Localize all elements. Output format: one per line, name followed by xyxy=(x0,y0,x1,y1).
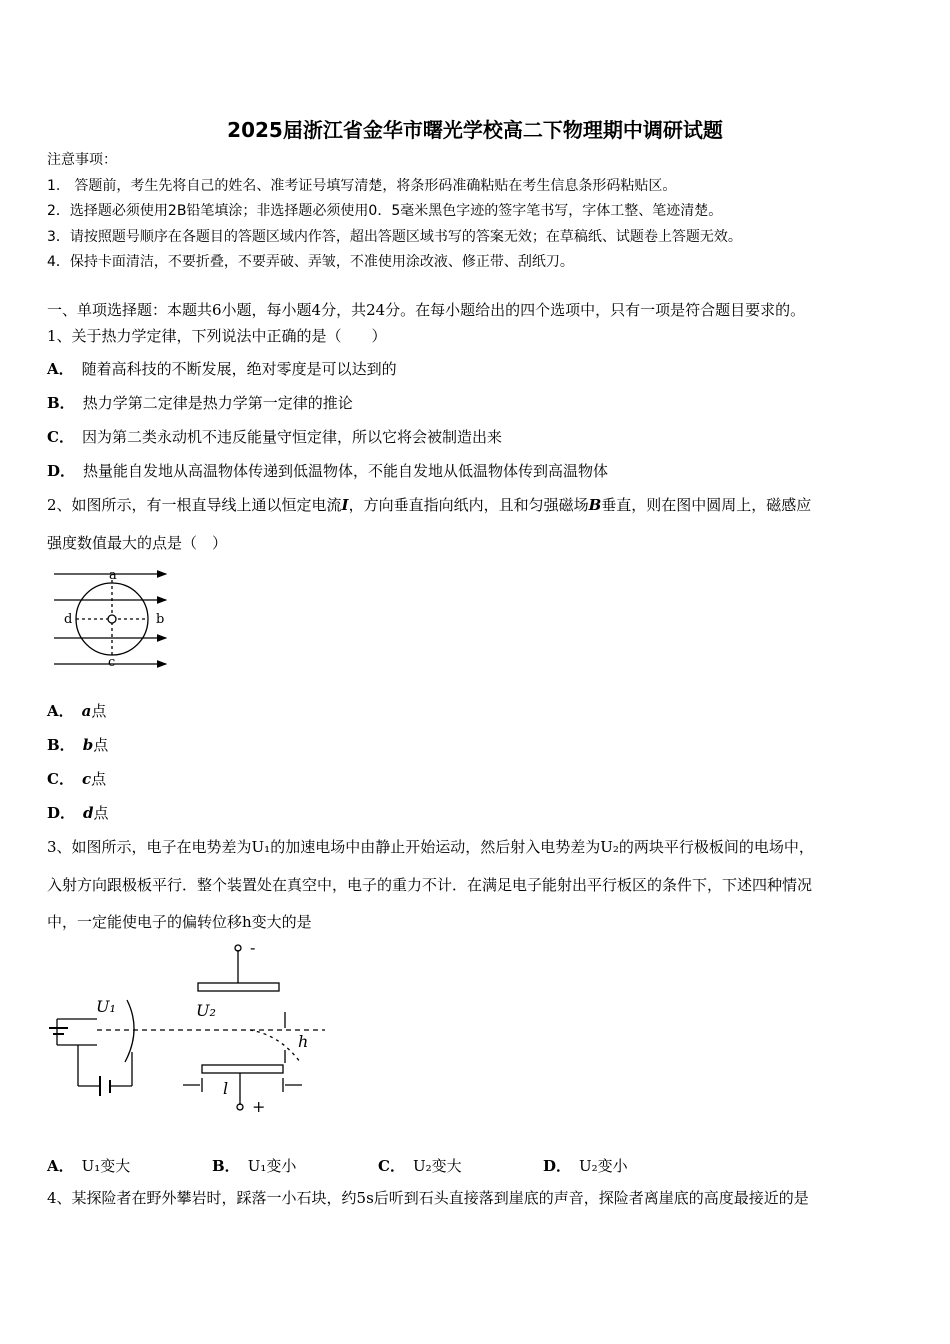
option-var: d xyxy=(83,804,94,822)
option-key: B． xyxy=(212,1157,240,1175)
q1-option-a xyxy=(47,359,397,379)
symbol-current: I xyxy=(341,496,349,514)
option-key: D． xyxy=(47,462,76,480)
option-var: a xyxy=(81,702,92,720)
label-c: c xyxy=(108,655,116,670)
label-u1: U₁ xyxy=(96,997,116,1016)
option-key: C． xyxy=(378,1157,405,1175)
question-3-stem: 中，一定能使电子的偏转位移h变大的是 xyxy=(47,913,312,931)
option-key: D． xyxy=(543,1157,572,1175)
option-text: 点 xyxy=(93,804,109,822)
label-b: b xyxy=(156,612,165,627)
q2-option-c xyxy=(47,769,106,789)
option-key: B． xyxy=(47,736,75,754)
option-text: U₁变小 xyxy=(247,1157,297,1175)
option-text: 随着高科技的不断发展，绝对零度是可以达到的 xyxy=(81,360,397,378)
q3-option-d xyxy=(543,1155,628,1176)
stem-text: 2、如图所示，有一根直导线上通以恒定电流 xyxy=(47,496,342,514)
note-item: 4．保持卡面清洁，不要折叠，不要弄破、弄皱，不准使用涂改液、修正带、刮纸刀。 xyxy=(47,254,574,270)
option-key: C． xyxy=(47,428,74,446)
label-h: h xyxy=(298,1032,309,1051)
stem-text: ，方向垂直指向纸内，且和匀强磁场 xyxy=(348,496,589,514)
label-a: a xyxy=(109,568,117,583)
magnetic-field-figure xyxy=(40,560,180,675)
option-key: C． xyxy=(47,770,74,788)
option-text: 点 xyxy=(91,770,107,788)
q3-option-c xyxy=(378,1155,462,1176)
q2-option-a xyxy=(47,701,106,721)
question-2-stem-cont: 强度数值最大的点是（ ） xyxy=(47,534,228,552)
option-text: U₁变大 xyxy=(81,1157,131,1175)
label-l: l xyxy=(223,1079,229,1098)
q3-option-b xyxy=(212,1155,296,1176)
option-text: 点 xyxy=(91,702,107,720)
label-u2: U₂ xyxy=(196,1001,216,1020)
question-3-stem: 入射方向跟极板平行．整个装置处在真空中，电子的重力不计．在满足电子能射出平行板区的条件下，下述四种情况 xyxy=(47,876,813,894)
label-minus: - xyxy=(250,940,256,957)
section-heading: 一、单项选择题：本题共6小题，每小题4分，共24分。在每小题给出的四个选项中，只有一项是符合题目要求的。 xyxy=(47,301,806,319)
note-item: 1. 答题前，考生先将自己的姓名、准考证号填写清楚，将条形码准确粘贴在考生信息条形码粘贴区。 xyxy=(47,178,677,194)
label-d: d xyxy=(64,612,73,627)
option-var: b xyxy=(82,736,94,754)
option-text: 热力学第二定律是热力学第一定律的推论 xyxy=(82,394,353,412)
option-text: 因为第二类永动机不违反能量守恒定律，所以它将会被制造出来 xyxy=(81,428,502,446)
question-3-stem: 3、如图所示，电子在电势差为U₁的加速电场中由静止开始运动，然后射入电势差为U₂的两块平行极板间的电场中， xyxy=(47,838,814,856)
page-title: 2025届浙江省金华市曙光学校高二下物理期中调研试题 xyxy=(227,118,723,142)
option-text: U₂变小 xyxy=(579,1157,628,1175)
q1-option-d xyxy=(47,461,608,481)
question-2-stem xyxy=(47,495,811,515)
q2-option-d xyxy=(47,803,109,823)
q1-option-b xyxy=(47,393,353,413)
option-var: c xyxy=(81,770,92,788)
notes-heading: 注意事项： xyxy=(47,152,117,168)
option-text: 点 xyxy=(93,736,109,754)
q3-option-a xyxy=(47,1155,130,1176)
option-key: A． xyxy=(47,1157,74,1175)
label-plus: + xyxy=(252,1097,266,1116)
symbol-field: B xyxy=(588,496,602,514)
q2-option-b xyxy=(47,735,108,755)
stem-text: 垂直，则在图中圆周上，磁感应 xyxy=(601,496,812,514)
option-key: A． xyxy=(47,360,74,378)
option-text: 热量能自发地从高温物体传递到低温物体，不能自发地从低温物体传到高温物体 xyxy=(83,462,609,480)
option-key: B． xyxy=(47,394,75,412)
option-key: D． xyxy=(47,804,76,822)
option-key: A． xyxy=(47,702,74,720)
electron-deflection-figure xyxy=(40,940,340,1120)
question-4-stem: 4、某探险者在野外攀岩时，踩落一小石块，约5s后听到石头直接落到崖底的声音，探险者离崖底的高度最接近的是 xyxy=(47,1189,809,1207)
question-1-stem: 1、关于热力学定律，下列说法中正确的是（ ） xyxy=(47,327,387,345)
note-item: 3．请按照题号顺序在各题目的答题区域内作答，超出答题区域书写的答案无效；在草稿纸、试题卷上答题无效。 xyxy=(47,229,742,245)
option-text: U₂变大 xyxy=(412,1157,462,1175)
q1-option-c xyxy=(47,427,502,447)
note-item: 2．选择题必须使用2B铅笔填涂；非选择题必须使用0．5毫米黑色字迹的签字笔书写，字体工整、笔迹清楚。 xyxy=(47,203,723,219)
